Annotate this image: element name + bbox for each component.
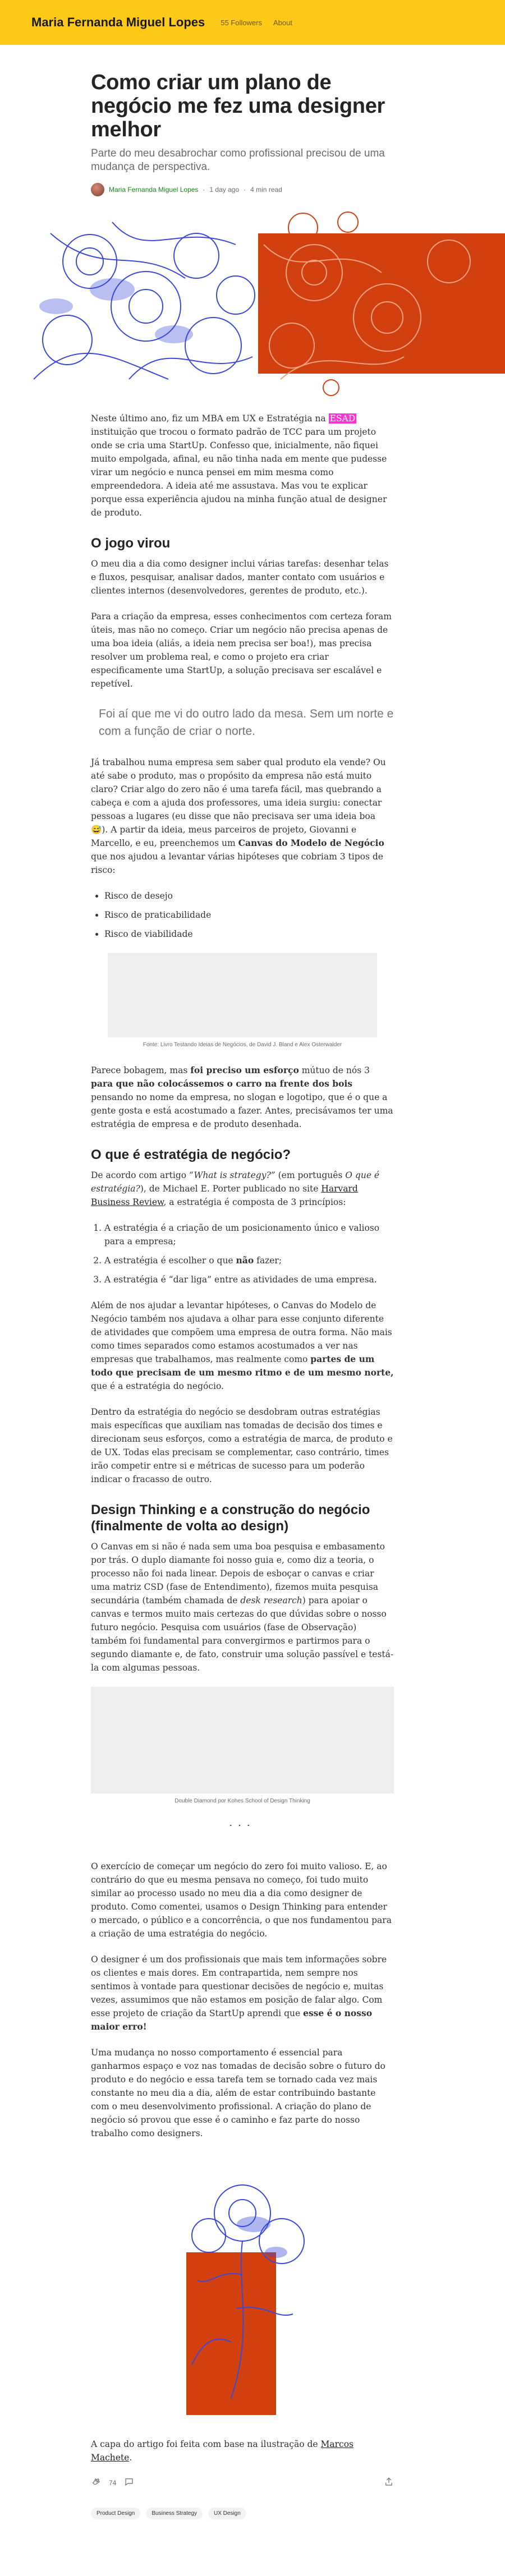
author-avatar[interactable]	[91, 183, 104, 196]
list-item: 1. A estratégia é a criação de um posicionamento único e valioso para a empresa;	[104, 1221, 394, 1248]
top-bar-meta	[221, 19, 292, 27]
paragraph: Uma mudança no nosso comportamento é essencial para ganharmos espaço e voz nas tomadas de decisão sobre o futuro do produto e do negócio e essa tarefa tem se tornado cada vez mais constante no meu dia a dia, além de estar contribuindo bastante com o meu desenvolvimento profissional. A criação do plano de negócio só provou que esse é o caminho e faz parte do nosso trabalho como designers.	[91, 2048, 385, 2138]
illustrator-link[interactable]: Marcos Machete	[91, 2439, 354, 2463]
illustration-orange-block	[186, 2252, 276, 2415]
article-subtitle: Parte do meu desabrochar como profissional precisou de uma mudança de perspectiva.	[91, 148, 385, 173]
hero-orange-block	[258, 233, 505, 374]
paragraph: Dentro da estratégia do negócio se desdobram outras estratégias mais específicas que auxiliam nas tomadas de decisão dos times e direcionam seus esforços, como a estratégia de marca, de produto e de UX. Todas elas precisam se complementar, caso contrário, times irão competir entre si e métricas de sucesso para um poderão indicar o fracasso de outro.	[91, 1407, 393, 1484]
paragraph: Para a criação da empresa, esses conhecimentos com certeza foram úteis, mas não no começo. Criar um negócio não precisa apenas de uma boa ideia (aliás, a ideia nem precisa ser boa!), mas precisa resolver um problema real, e como o projeto era criar especificamente uma StartUp, a solução precisava ser escalável e repetível.	[91, 611, 392, 689]
read-time: 4 min read	[250, 186, 282, 194]
paragraph: Parece bobagem, mas foi preciso um esforço mútuo de nós 3 para que não colocássemos o carro na frente dos bois pensando no nome da empresa, no slogan e logotipo, que é o que a gente gosta e está acostumado a fazer. Antes, precisávamos ter uma estratégia de empresa e de produto desenhada.	[91, 1065, 393, 1129]
pull-quote: Foi aí que me vi do outro lado da mesa. Sem um norte e com a função de criar o norte.	[99, 707, 394, 738]
paragraph: O meu dia a dia como designer inclui várias tarefas: desenhar telas e fluxos, pesquisar, analisar dados, manter contato com usuários e clientes internos (desenvolvedores, gerentes de produto, etc.).	[91, 559, 389, 596]
flower-illustration	[158, 2174, 327, 2415]
paragraph: Já trabalhou numa empresa sem saber qual produto ela vende? Ou até sabe o produto, mas o propósito da empresa não está muito claro? Criar algo do zero não é uma tarefa fácil, mas quebrando a cabeça e com a ajuda dos professores, uma ideia surgiu: conectar pessoas a lugares (eu disse que não precisava ser uma ideia boa 😅). A partir da ideia, meus parceiros de projeto, Giovanni e Marcello, e eu, preenchemos um Canvas do Modelo de Negócio que nos ajudou a levantar várias hipóteses que cobriam 3 tipos de risco:	[91, 757, 386, 875]
esad-highlight: ESAD	[329, 413, 356, 424]
list-item: • Risco de praticabilidade	[104, 908, 394, 922]
publish-date: 1 day ago	[209, 186, 240, 194]
book-figure-placeholder	[108, 953, 377, 1037]
article-body	[91, 412, 394, 2519]
clap-count: 74	[109, 2478, 117, 2487]
paragraph: Neste último ano, fiz um MBA em UX e Estratégia na ESAD instituição que trocou o formato padrão de TCC para um projeto onde se cria uma StartUp. Confesso que, inicialmente, não fiquei muito empolgada, afinal, eu não tinha nada em mente que pudesse virar um negócio e nunca pensei em mim mesma como empreendedora. A ideia até me assustava. Mas vou te explicar porque essa experiência ajudou na minha função atual de designer de produto.	[91, 413, 387, 518]
heading-jogo-virou: O jogo virou	[91, 536, 171, 551]
heading-estrategia: O que é estratégia de negócio?	[91, 1147, 291, 1162]
double-diamond-placeholder	[91, 1687, 394, 1793]
comment-icon[interactable]	[124, 2477, 134, 2488]
tag-product-design[interactable]: Product Design	[91, 2508, 140, 2519]
paragraph: O Canvas em si não é nada sem uma boa pesquisa e embasamento por trás. O duplo diamante foi nosso guia e, como diz a teoria, o processo não foi nada linear. Depois de esboçar o canvas e criar uma matriz CSD (fase de Entendimento), fizemos muita pesquisa secundária (também chamada de desk research) para apoiar o canvas e termos muito mais certezas do que dúvidas sobre o nosso futuro negócio. Pesquisa com usuários (fase de Observação) também foi fundamental para convergirmos e partirmos para o segundo diamante e, de fato, construir uma solução passível e testá-la com algumas pessoas.	[91, 1542, 394, 1673]
figure-caption: Fonte: Livro Testando Ideias de Negócios, de David J. Bland e Alex Osterwalder	[143, 1042, 342, 1048]
risk-list	[91, 889, 394, 941]
list-item: • Risco de viabilidade	[104, 927, 394, 941]
list-item: 2. A estratégia é escolher o que não fazer;	[104, 1254, 394, 1267]
kohes-link[interactable]: Kohes School of Design Thinking	[227, 1798, 310, 1804]
list-item: • Risco de desejo	[104, 889, 394, 903]
article-header	[91, 71, 394, 196]
followers-link[interactable]: 55 Followers	[221, 18, 262, 27]
share-icon[interactable]	[384, 2477, 394, 2488]
paragraph: O designer é um dos profissionais que mais tem informações sobre os clientes e mais dores. Em contrapartida, nem sempre nos sentimos à vontade para questionar decisões de negócio e, muitas vezes, assumimos que não estamos em posição de falar algo. Com esse projeto de criação da StartUp aprendi que esse é o nosso maior erro!	[91, 1954, 387, 2032]
principles-list	[91, 1221, 394, 1286]
figure-caption: Double Diamond por Kohes School of Design Thinking	[175, 1798, 310, 1804]
tag-list	[91, 2508, 394, 2519]
tag-ux-design[interactable]: UX Design	[208, 2508, 246, 2519]
paragraph: De acordo com artigo “What is strategy?” (em português O que é estratégia?), de Michael E. Porter publicado no site Harvard Business Review, a estratégia é composta de 3 princípios:	[91, 1170, 380, 1207]
byline: Maria Fernanda Miguel Lopes · 1 day ago · 4 min read	[91, 183, 394, 196]
article-title: Como criar um plano de negócio me fez uma designer melhor	[91, 71, 385, 141]
hero-illustration	[0, 211, 505, 396]
publication-brand[interactable]: Maria Fernanda Miguel Lopes	[31, 15, 205, 29]
author-name[interactable]: Maria Fernanda Miguel Lopes	[109, 186, 199, 194]
tag-business-strategy[interactable]: Business Strategy	[146, 2508, 203, 2519]
about-link[interactable]: About	[273, 18, 292, 27]
paragraph: A capa do artigo foi feita com base na ilustração de Marcos Machete.	[91, 2439, 354, 2463]
hbr-link[interactable]: Harvard Business Review	[91, 1184, 358, 1207]
paragraph: Além de nos ajudar a levantar hipóteses, o Canvas do Modelo de Negócio também nos ajudava a olhar para esse conjunto diferente de atividades que compõem uma empresa de outra forma. Não mais como times separados como estamos acostumados a ver nas empresas que trabalhamos, mas realmente como partes de um todo que precisam de um mesmo ritmo e de um mesmo norte, que é a estratégia do negócio.	[91, 1300, 394, 1391]
top-bar	[0, 0, 505, 45]
section-separator: ···	[229, 1820, 256, 1832]
heading-design-thinking: Design Thinking e a construção do negócio (finalmente de volta ao design)	[91, 1502, 370, 1534]
list-item: 3. A estratégia é “dar liga” entre as atividades de uma empresa.	[104, 1273, 394, 1286]
hero-blue-fills	[39, 278, 193, 343]
clap-icon[interactable]	[91, 2477, 101, 2488]
article-actions	[91, 2477, 394, 2488]
paragraph: O exercício de começar um negócio do zero foi muito valioso. E, ao contrário do que eu mesma pensava no começo, foi tudo muito similar ao processo usado no meu dia a dia como designer de produto. Como comentei, usamos o Design Thinking para entender o mercado, o público e a concorrência, o que nos fundamentou para a criação de uma estratégia do negócio.	[91, 1861, 392, 1939]
